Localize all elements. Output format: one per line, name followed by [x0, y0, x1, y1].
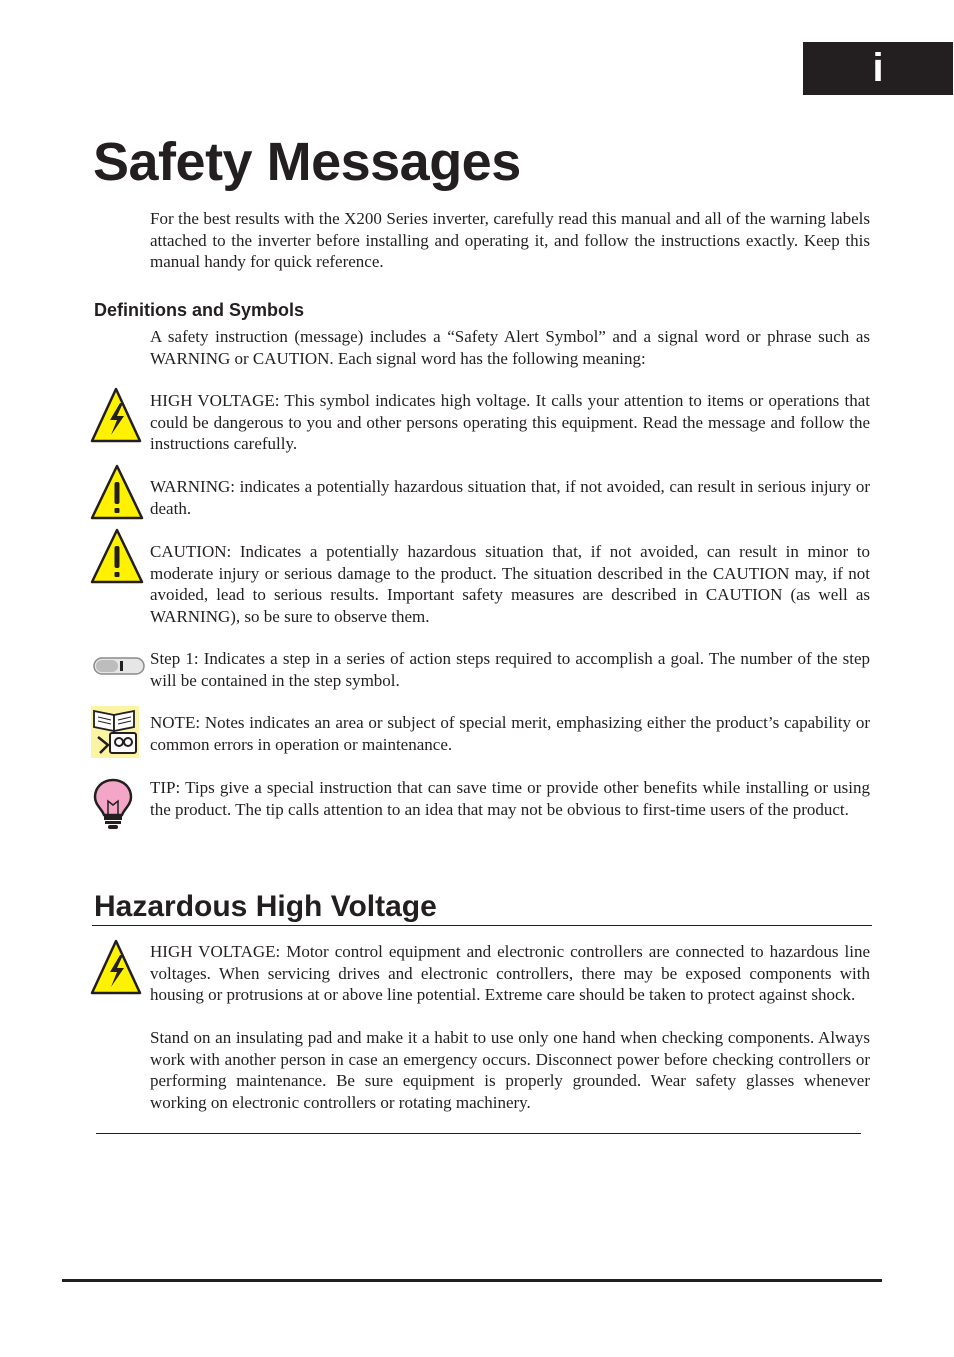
- footer-rule: [62, 1279, 882, 1282]
- definition-note: [150, 712, 870, 755]
- high-voltage-icon: [90, 387, 142, 443]
- hazard-paragraph-1: [150, 941, 870, 1006]
- hazard-paragraph-2: Stand on an insulating pad and make it a habit to use only one hand when checking components. Always work with another person in case an emergency occurs. Disconnect power before checking controllers or performing maintenance. Be sure equipment is properly grounded. Wear safety glasses whenever working on electronic controllers or rotating machinery.: [150, 1028, 870, 1112]
- caution-text: Indicates a potentially hazardous situation that, if not avoided, can result in minor to moderate injury or serious damage to the product. The situation described in the: [150, 542, 870, 583]
- hazard-heading: Hazardous High Voltage: [94, 890, 437, 923]
- step-text: Indicates a step in a series of action steps required to accomplish a goal. The number of the step will be contained in the step symbol.: [150, 649, 870, 690]
- tip-text: Tips give a special instruction that can save time or provide other benefits while installing or using the product. The tip calls attention to an idea that may not be obvious to first-time users of the product.: [150, 778, 870, 819]
- definition-tip: [150, 777, 870, 820]
- tip-keyword: TIP:: [150, 778, 181, 797]
- hazard-text-1: Motor control equipment and electronic controllers are connected to hazardous line voltages. When servicing drives and electronic controllers, there may be exposed components with housing or protrusions at or above line potential. Extreme care should be taken to protect against shock.: [150, 942, 870, 1004]
- caution-keyword: CAUTION:: [150, 542, 232, 561]
- definitions-heading: Definitions and Symbols: [94, 300, 305, 320]
- hazard-bottom-rule: [96, 1133, 861, 1134]
- note-keyword: NOTE:: [150, 713, 201, 732]
- caution-text-continued: may, if not avoided, lead to serious results. Important safety measures are described in CAUTION (as well as WARNING), so be sure to observe them.: [150, 563, 870, 626]
- warning-text: indicates a potentially hazardous situation that, if not avoided, can result in serious injury or death.: [150, 477, 870, 518]
- step-keyword: Step 1:: [150, 649, 199, 668]
- high-voltage-text: This symbol indicates high voltage. It calls your attention to items or operations that could be dangerous to you and other persons operating this equipment. Read the message and follow the instructions carefully.: [150, 391, 870, 453]
- definition-high-voltage: [150, 390, 870, 455]
- step-icon: [92, 655, 146, 677]
- warning-icon: [90, 464, 144, 520]
- tip-lightbulb-icon: [92, 777, 134, 831]
- chapter-tab-label: i: [872, 46, 884, 90]
- high-voltage-keyword: HIGH VOLTAGE:: [150, 391, 280, 410]
- definition-caution: [150, 541, 870, 627]
- caution-icon: [90, 528, 144, 584]
- hazard-heading-rule: [92, 925, 872, 926]
- definition-warning: [150, 476, 870, 519]
- page-title: Safety Messages: [93, 132, 521, 192]
- hazard-high-voltage-icon: [90, 939, 142, 995]
- definition-step: [150, 648, 870, 691]
- definitions-intro: A safety instruction (message) includes a “Safety Alert Symbol” and a signal word or phrase such as WARNING or CAUTION. Each signal word has the following meaning:: [150, 327, 870, 368]
- note-text: Notes indicates an area or subject of special merit, emphasizing either the product’s capability or common errors in operation or maintenance.: [150, 713, 870, 754]
- note-icon: [90, 705, 140, 759]
- warning-keyword: WARNING:: [150, 477, 235, 496]
- hazard-keyword: HIGH VOLTAGE:: [150, 942, 281, 961]
- intro-paragraph: For the best results with the X200 Series inverter, carefully read this manual and all of the warning labels attached to the inverter before installing and operating it, and follow the instructions exactly. Keep this manual handy for quick reference.: [150, 209, 870, 271]
- caution-keyword-inline: CAUTION: [712, 563, 790, 583]
- chapter-tab: [803, 42, 953, 95]
